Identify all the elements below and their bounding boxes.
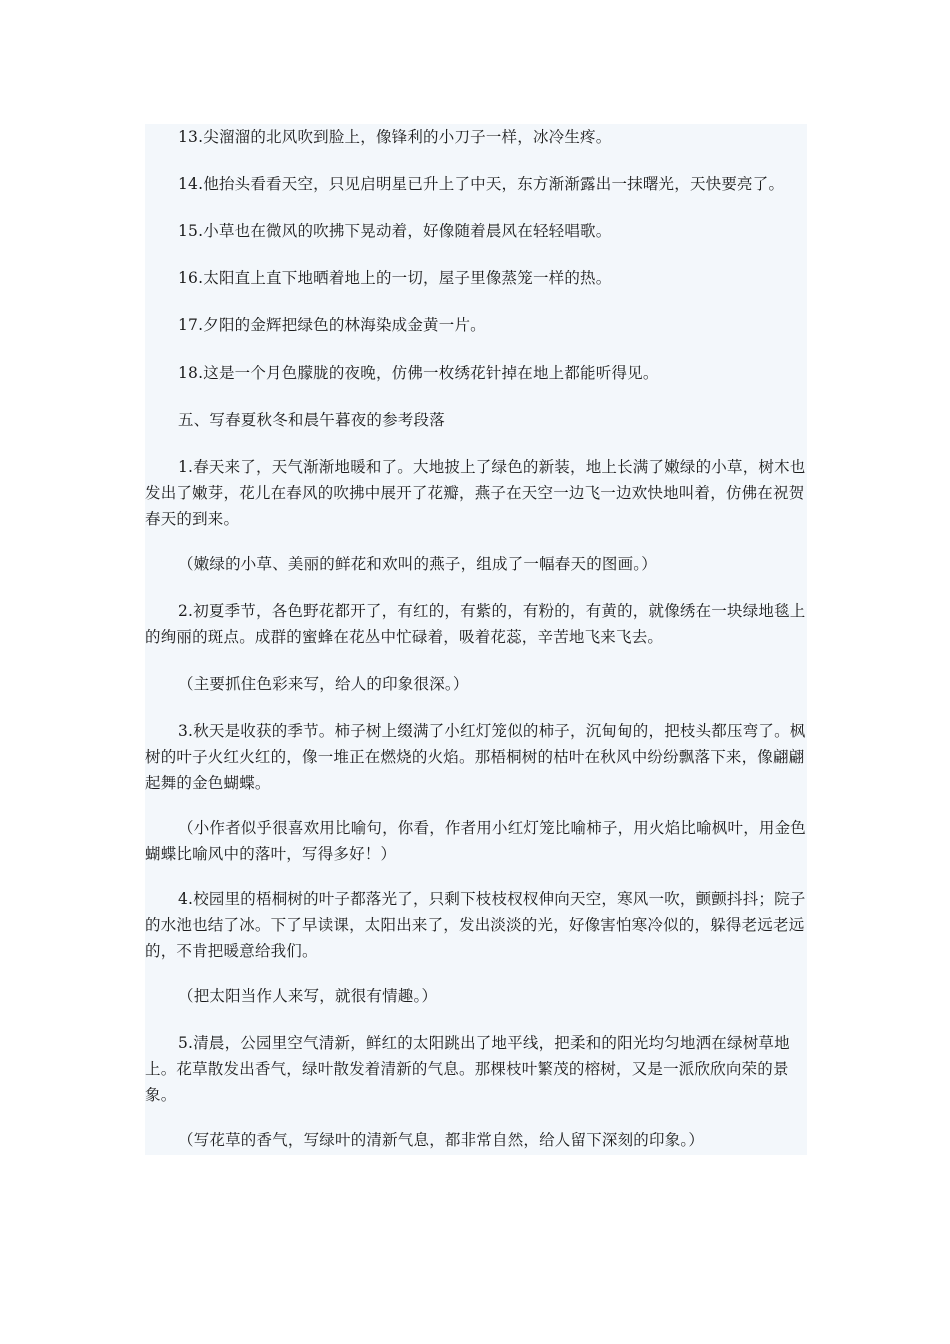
paragraph-comment: （小作者似乎很喜欢用比喻句，你看，作者用小红灯笼比喻柿子，用火焰比喻枫叶，用金色蝴蝶比喻风中的落叶，写得多好！）	[145, 819, 807, 863]
section-heading: 五、写春夏秋冬和晨午暮夜的参考段落	[178, 411, 445, 429]
list-item: 15.小草也在微风的吹拂下晃动着，好像随着晨风在轻轻唱歌。	[178, 222, 612, 240]
paragraph-comment: （把太阳当作人来写，就很有情趣。）	[178, 987, 438, 1005]
paragraph-comment: （写花草的香气，写绿叶的清新气息，都非常自然，给人留下深刻的印象。）	[178, 1131, 705, 1149]
paragraph-comment: （主要抓住色彩来写，给人的印象很深。）	[178, 675, 469, 693]
list-item: 16.太阳直上直下地晒着地上的一切，屋子里像蒸笼一样的热。	[178, 269, 612, 287]
paragraph-autumn: 3.秋天是收获的季节。柿子树上缀满了小红灯笼似的柿子，沉甸甸的，把枝头都压弯了。枫树的叶子火红火红的，像一堆正在燃烧的火焰。那梧桐树的枯叶在秋风中纷纷飘落下来，像翩翩起舞的金色蝴蝶。	[145, 722, 806, 792]
list-item: 18.这是一个月色朦胧的夜晚，仿佛一枚绣花针掉在地上都能听得见。	[178, 364, 659, 382]
paragraph-winter: 4.校园里的梧桐树的叶子都落光了，只剩下枝枝杈杈伸向天空，寒风一吹，颤颤抖抖；院子的水池也结了冰。下了早读课，太阳出来了，发出淡淡的光，好像害怕寒冷似的，躲得老远老远的，不肯把暖意给我们。	[145, 890, 806, 960]
paragraph-morning: 5.清晨，公园里空气清新，鲜红的太阳跳出了地平线，把柔和的阳光均匀地洒在绿树草地上。花草散发出香气，绿叶散发着清新的气息。那棵枝叶繁茂的榕树，又是一派欣欣向荣的景象。	[145, 1034, 790, 1104]
list-item: 17.夕阳的金辉把绿色的林海染成金黄一片。	[178, 316, 486, 334]
list-item: 13.尖溜溜的北风吹到脸上，像锋利的小刀子一样，冰冷生疼。	[178, 128, 612, 146]
list-item: 14.他抬头看看天空，只见启明星已升上了中天，东方渐渐露出一抹曙光，天快要亮了。	[178, 175, 785, 193]
paragraph-spring: 1.春天来了，天气渐渐地暖和了。大地披上了绿色的新装，地上长满了嫩绿的小草，树木也发出了嫩芽，花儿在春风的吹拂中展开了花瓣，燕子在天空一边飞一边欢快地叫着，仿佛在祝贺春天的到来。	[145, 458, 806, 528]
paragraph-comment: （嫩绿的小草、美丽的鲜花和欢叫的燕子，组成了一幅春天的图画。）	[178, 555, 657, 573]
paragraph-summer: 2.初夏季节，各色野花都开了，有红的，有紫的，有粉的，有黄的，就像绣在一块绿地毯上的绚丽的斑点。成群的蜜蜂在花丛中忙碌着，吸着花蕊，辛苦地飞来飞去。	[145, 602, 806, 646]
